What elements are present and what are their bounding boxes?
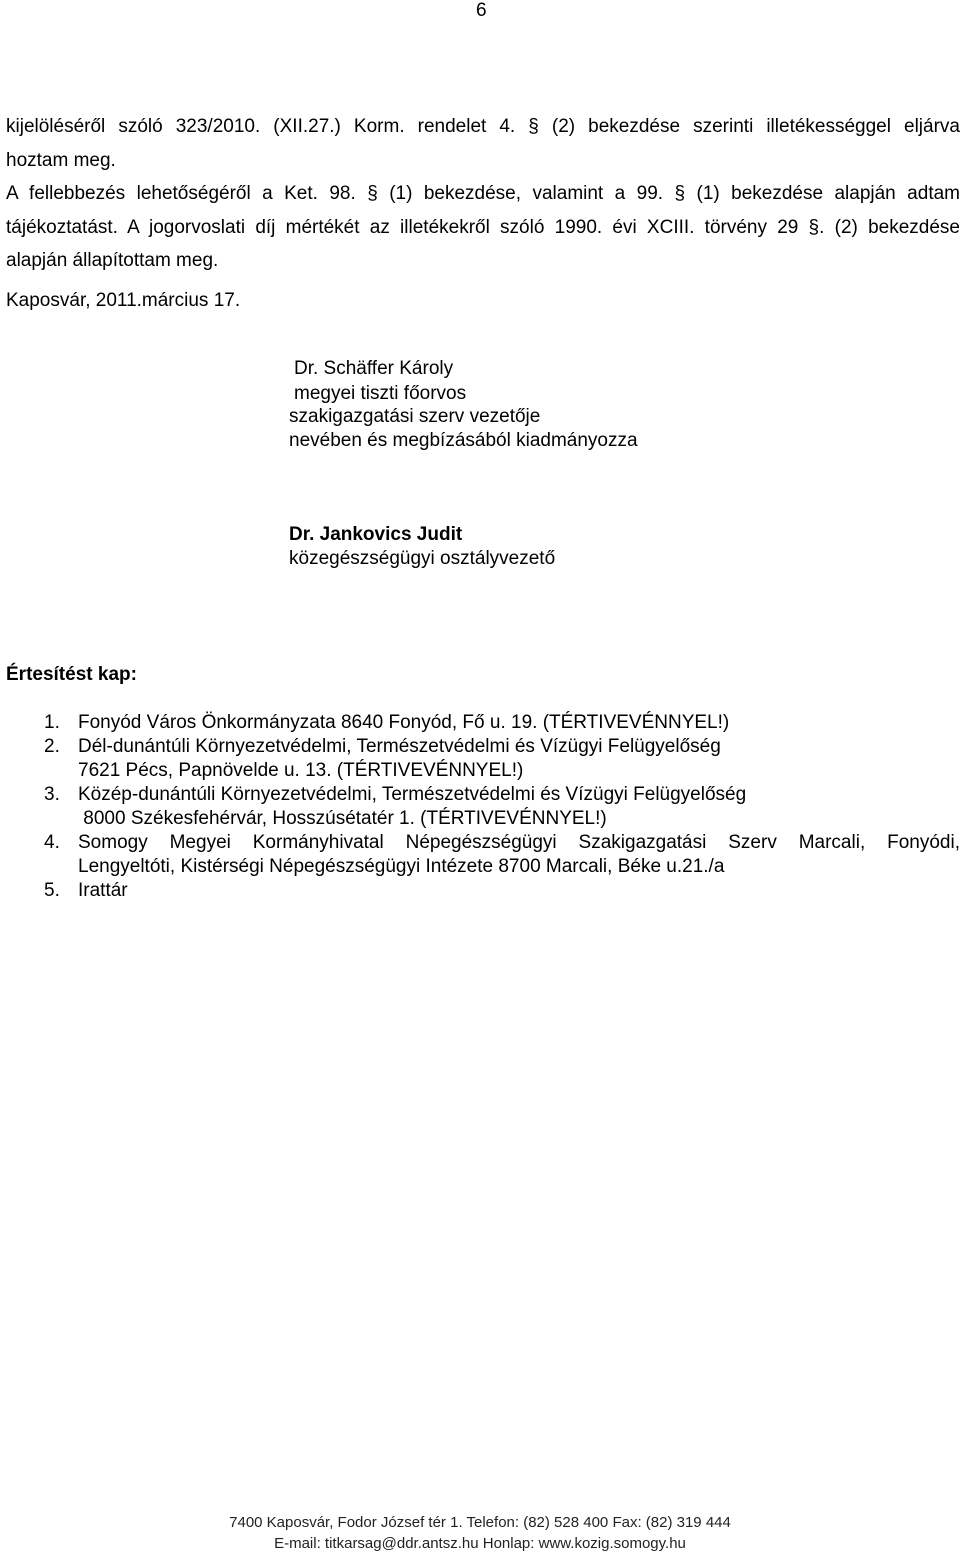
- paragraph-legal-basis: [6, 110, 960, 177]
- list-item: [6, 879, 960, 903]
- list-item-number: 1.: [44, 712, 60, 733]
- paragraph-line: hoztam meg.: [6, 149, 116, 171]
- signatory1-role: szakigazgatási szerv vezetője: [289, 406, 541, 427]
- paragraph-line: kijelöléséről szóló 323/2010. (XII.27.) Korm. rendelet 4. § (2) bekezdése szerinti illetékességgel eljárva: [6, 116, 960, 137]
- list-item: [6, 831, 960, 879]
- list-item: [6, 711, 960, 735]
- signatory1-name: Dr. Schäffer Károly: [294, 358, 454, 379]
- signatory1-note: nevében és megbízásából kiadmányozza: [289, 430, 638, 451]
- list-item-number: 5.: [44, 880, 60, 901]
- list-item-number: 3.: [44, 784, 60, 805]
- recipients-heading: Értesítést kap:: [6, 664, 137, 685]
- paragraph-line: A fellebbezés lehetőségéről a Ket. 98. § (1) bekezdése, valamint a 99. § (1) bekezdése alapján adtam: [6, 183, 960, 204]
- list-item-line: Dél-dunántúli Környezetvédelmi, Természetvédelmi és Vízügyi Felügyelőség: [78, 736, 721, 757]
- page-number: 6: [476, 0, 487, 21]
- list-item: [6, 735, 960, 783]
- list-item-number: 2.: [44, 736, 60, 757]
- paragraph-line: tájékoztatást. A jogorvoslati díj mértékét az illetékekről szóló 1990. évi XCIII. törvény 29 §. (2) bekezdése: [6, 216, 960, 238]
- signatory1-title: megyei tiszti főorvos: [294, 383, 467, 404]
- paragraph-line: alapján állapítottam meg.: [6, 250, 219, 271]
- list-item-line: Somogy Megyei Kormányhivatal Népegészségügyi Szakigazgatási Szerv Marcali, Fonyódi,: [78, 832, 960, 853]
- list-item: [6, 783, 960, 831]
- list-item-line: Közép-dunántúli Környezetvédelmi, Természetvédelmi és Vízügyi Felügyelőség: [78, 784, 747, 805]
- list-item-line: 8000 Székesfehérvár, Hosszúsétatér 1. (TÉRTIVEVÉNNYEL!): [78, 808, 607, 829]
- list-item-line: Irattár: [78, 880, 128, 901]
- list-item-number: 4.: [44, 832, 60, 853]
- paragraph-appeal-info: [6, 177, 960, 278]
- signatory2-name: Dr. Jankovics Judit: [289, 524, 463, 545]
- signatory2-title: közegészségügyi osztályvezető: [289, 548, 556, 569]
- place-date: Kaposvár, 2011.március 17.: [6, 290, 241, 311]
- list-item-line: Lengyeltóti, Kistérségi Népegészségügyi Intézete 8700 Marcali, Béke u.21./a: [78, 856, 725, 877]
- footer-address: 7400 Kaposvár, Fodor József tér 1. Telefon: (82) 528 400 Fax: (82) 319 444: [229, 1514, 731, 1531]
- footer-contact: E-mail: titkarsag@ddr.antsz.hu Honlap: www.kozig.somogy.hu: [274, 1535, 686, 1552]
- list-item-line: Fonyód Város Önkormányzata 8640 Fonyód, Fő u. 19. (TÉRTIVEVÉNNYEL!): [78, 712, 730, 733]
- list-item-line: 7621 Pécs, Papnövelde u. 13. (TÉRTIVEVÉNNYEL!): [78, 760, 524, 781]
- recipients-list: [6, 711, 960, 903]
